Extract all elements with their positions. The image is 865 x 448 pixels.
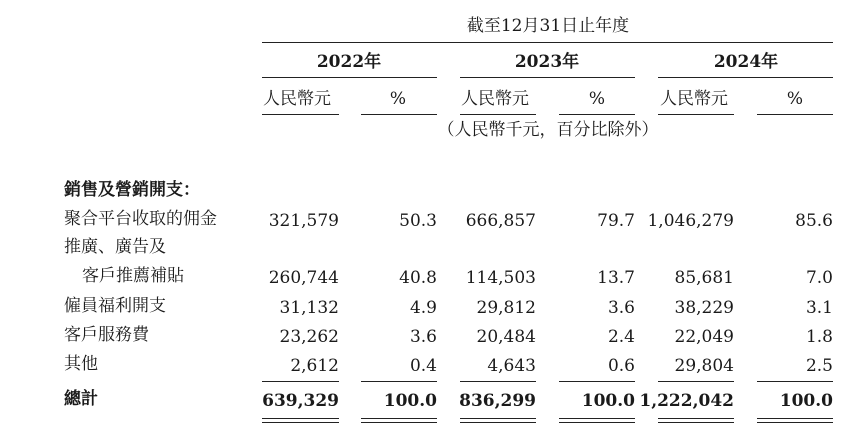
cell: 7.0 — [805, 268, 833, 288]
subtotal-rule — [757, 381, 833, 382]
header-rule — [262, 42, 833, 43]
total-double-rule-top — [460, 418, 536, 419]
cell: 85.6 — [795, 211, 833, 231]
col-pct-2024: % — [786, 89, 804, 109]
row-label: 聚合平台收取的佣金 — [64, 209, 217, 229]
sub-rule-3 — [460, 114, 536, 115]
cell: 29,804 — [674, 356, 734, 376]
cell: 3.6 — [607, 298, 635, 318]
total-cell: 100.0 — [581, 391, 635, 411]
cell: 23,262 — [279, 327, 339, 347]
subtotal-rule — [262, 381, 339, 382]
year-2024: 2024年 — [713, 52, 779, 72]
cell: 40.8 — [399, 268, 437, 288]
cell: 2,612 — [290, 356, 339, 376]
sub-rule-5 — [658, 114, 734, 115]
total-cell: 100.0 — [383, 391, 437, 411]
cell: 321,579 — [268, 211, 339, 231]
col-amount-2022: 人民幣元 — [263, 89, 331, 109]
cell: 666,857 — [465, 211, 536, 231]
year-rule-2022 — [262, 77, 437, 78]
cell: 38,229 — [674, 298, 734, 318]
sub-rule-6 — [757, 114, 833, 115]
row-label: 其他 — [64, 354, 98, 374]
cell: 0.6 — [607, 356, 635, 376]
sub-rule-1 — [262, 114, 339, 115]
sub-rule-4 — [559, 114, 635, 115]
subtotal-rule — [559, 381, 635, 382]
total-double-rule-bottom — [757, 422, 833, 423]
col-pct-2022: % — [389, 89, 407, 109]
total-double-rule-bottom — [361, 422, 437, 423]
cell: 4.9 — [409, 298, 437, 318]
period-header: 截至12月31日止年度 — [466, 16, 630, 36]
cell: 79.7 — [597, 211, 635, 231]
total-double-rule-bottom — [262, 422, 339, 423]
cell: 260,744 — [268, 268, 339, 288]
cell: 1,046,279 — [647, 211, 734, 231]
year-rule-2023 — [460, 77, 635, 78]
cell: 31,132 — [279, 298, 339, 318]
cell: 50.3 — [399, 211, 437, 231]
total-double-rule-top — [658, 418, 734, 419]
row-label: 客戶推薦補貼 — [82, 266, 184, 286]
total-double-rule-bottom — [658, 422, 734, 423]
total-cell: 100.0 — [779, 391, 833, 411]
cell: 1.8 — [805, 327, 833, 347]
row-label: 僱員福利開支 — [64, 296, 166, 316]
cell: 3.6 — [409, 327, 437, 347]
total-cell: 836,299 — [459, 391, 536, 411]
sub-rule-2 — [361, 114, 437, 115]
col-amount-2023: 人民幣元 — [461, 89, 529, 109]
cell: 29,812 — [476, 298, 536, 318]
total-label: 總計 — [64, 389, 98, 409]
total-double-rule-top — [757, 418, 833, 419]
total-double-rule-top — [262, 418, 339, 419]
col-amount-2024: 人民幣元 — [660, 89, 728, 109]
row-label: 客戶服務費 — [64, 325, 149, 345]
cell: 114,503 — [465, 268, 536, 288]
year-2022: 2022年 — [316, 52, 382, 72]
total-double-rule-bottom — [559, 422, 635, 423]
cell: 0.4 — [409, 356, 437, 376]
col-pct-2023: % — [588, 89, 606, 109]
total-cell: 1,222,042 — [639, 391, 734, 411]
cell: 4,643 — [487, 356, 536, 376]
subtotal-rule — [460, 381, 536, 382]
unit-note: （人民幣千元，百分比除外） — [437, 120, 659, 140]
total-cell: 639,329 — [262, 391, 339, 411]
total-double-rule-bottom — [460, 422, 536, 423]
subtotal-rule — [361, 381, 437, 382]
year-rule-2024 — [658, 77, 833, 78]
section-title: 銷售及營銷開支： — [64, 180, 200, 200]
cell: 13.7 — [597, 268, 635, 288]
cell: 2.4 — [607, 327, 635, 347]
total-double-rule-top — [361, 418, 437, 419]
year-2023: 2023年 — [514, 52, 580, 72]
cell: 3.1 — [805, 298, 833, 318]
total-double-rule-top — [559, 418, 635, 419]
cell: 85,681 — [674, 268, 734, 288]
cell: 20,484 — [476, 327, 536, 347]
row-label: 推廣、廣告及 — [64, 237, 166, 257]
subtotal-rule — [658, 381, 734, 382]
cell: 2.5 — [805, 356, 833, 376]
cell: 22,049 — [674, 327, 734, 347]
